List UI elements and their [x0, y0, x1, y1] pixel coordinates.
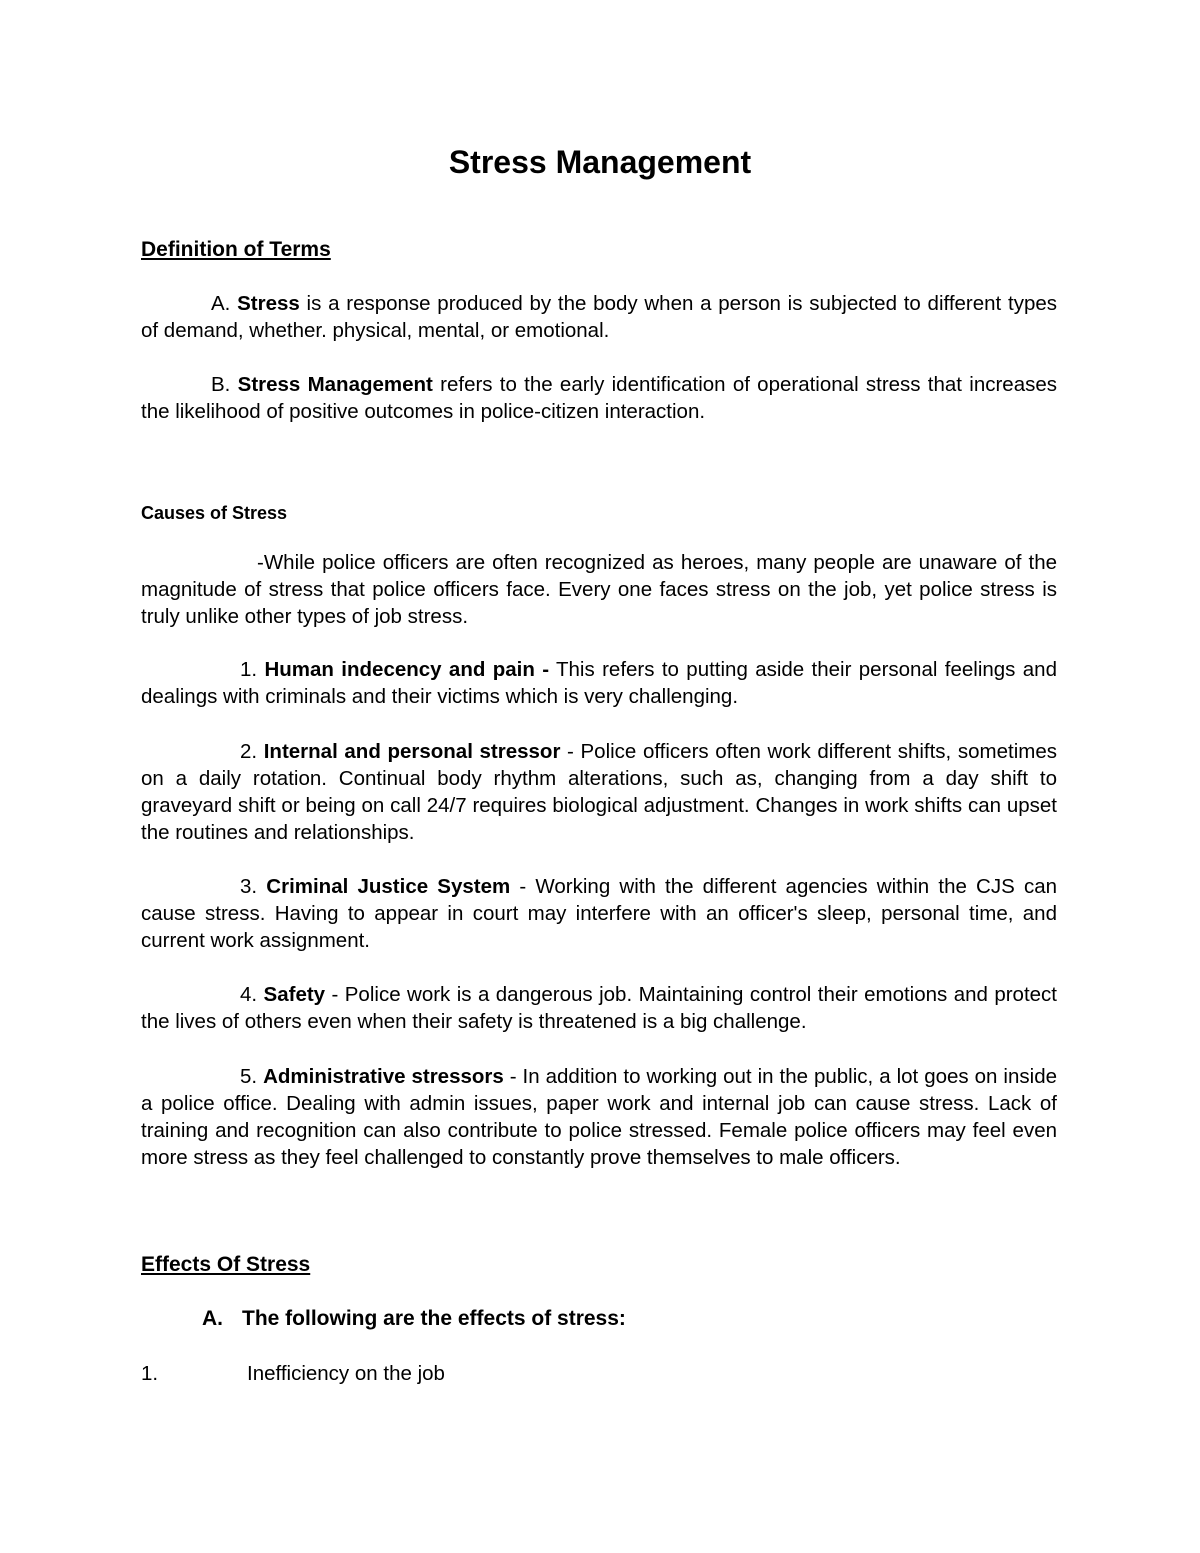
cause-marker: 1. [240, 658, 258, 681]
definition-text: is a response produced by the body when a person is subjected to different types of demand, whether. physical, mental, or emotional. [141, 292, 1057, 342]
effect-text: Inefficiency on the job [247, 1362, 445, 1385]
definition-marker: A. [211, 292, 231, 315]
cause-item-3 [141, 873, 1057, 954]
effect-item-1 [141, 1360, 445, 1388]
document-title: Stress Management [448, 144, 752, 180]
effects-heading: Effects Of Stress [141, 1253, 311, 1276]
cause-term: Criminal Justice System [266, 875, 511, 898]
cause-term: Administrative stressors [263, 1065, 504, 1088]
cause-marker: 3. [240, 875, 258, 898]
cause-term: Safety [263, 983, 326, 1006]
definition-marker: B. [211, 373, 231, 396]
causes-intro [141, 549, 1057, 630]
cause-marker: 4. [240, 983, 258, 1006]
cause-text: - In addition to working out in the public, a lot goes on inside a police office. Dealing with admin issues, paper work and internal job can cause stress. Lack of training and recognition can also contribute to police stressed. Female police officers may feel even more stress as they feel challenged to constantly prove themselves to male officers. [141, 1065, 1057, 1169]
effects-subheading-text: The following are the effects of stress: [242, 1307, 626, 1330]
causes-heading: Causes of Stress [141, 503, 288, 523]
cause-marker: 2. [240, 740, 258, 763]
cause-term: Human indecency and pain - [264, 658, 550, 681]
definitions-heading: Definition of Terms [141, 238, 331, 261]
definition-text: refers to the early identification of operational stress that increases the likelihood of positive outcomes in police-citizen interaction. [141, 373, 1057, 423]
effects-subheading-marker: A. [202, 1307, 223, 1330]
cause-text: - Police officers often work different shifts, sometimes on a daily rotation. Continual body rhythm alterations, such as, changing from a day shift to graveyard shift or being on call 24/7 requires biological adjustment. Changes in work shifts can upset the routines and relationships. [141, 740, 1057, 844]
effect-marker: 1. [141, 1362, 159, 1385]
cause-text: - Working with the different agencies within the CJS can cause stress. Having to appear in court may interfere with an officer's sleep, personal time, and current work assignment. [141, 875, 1057, 952]
cause-term: Internal and personal stressor [263, 740, 561, 763]
definition-term: Stress [237, 292, 300, 315]
definition-item-b [141, 371, 1057, 425]
cause-item-2 [141, 738, 1057, 846]
cause-item-1 [141, 656, 1057, 710]
causes-intro-text: -While police officers are often recognized as heroes, many people are unaware of the magnitude of stress that police officers face. Every one faces stress on the job, yet police stress is truly unlike other types of job stress. [141, 551, 1057, 628]
cause-text: This refers to putting aside their personal feelings and dealings with criminals and their victims which is very challenging. [141, 658, 1057, 708]
cause-marker: 5. [240, 1065, 258, 1088]
effects-subheading [202, 1305, 626, 1333]
cause-text: - Police work is a dangerous job. Maintaining control their emotions and protect the lives of others even when their safety is threatened is a big challenge. [141, 983, 1058, 1033]
definition-item-a [141, 290, 1057, 344]
definition-term: Stress Management [237, 373, 433, 396]
cause-item-5 [141, 1063, 1057, 1171]
cause-item-4 [141, 981, 1057, 1035]
